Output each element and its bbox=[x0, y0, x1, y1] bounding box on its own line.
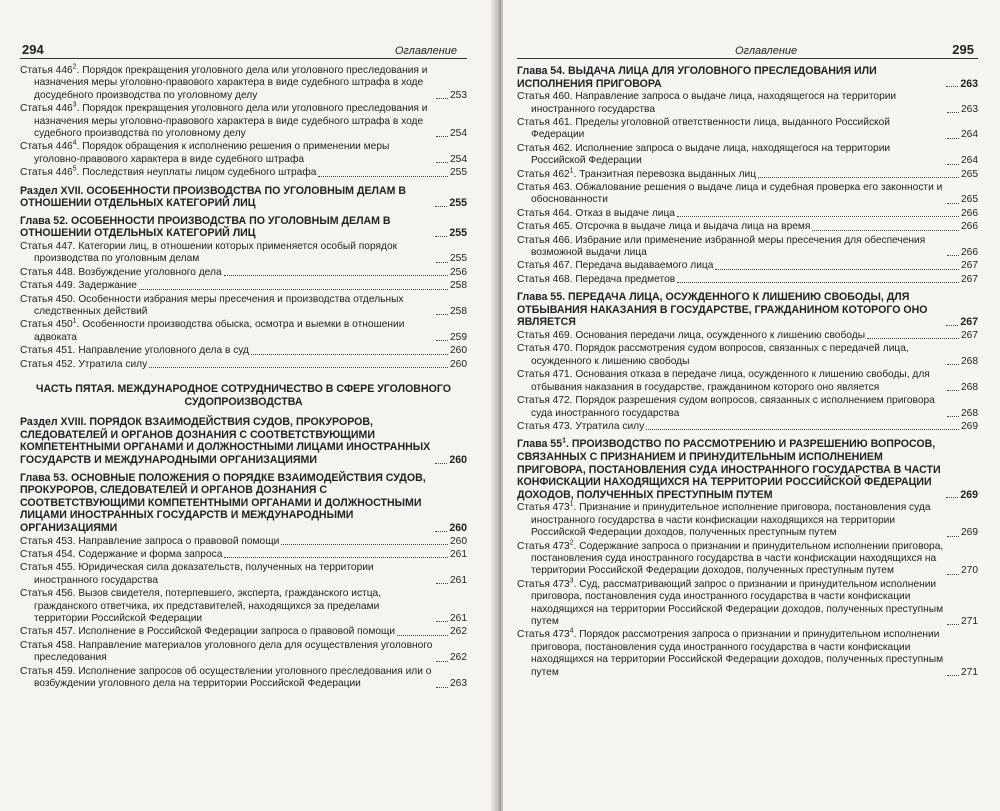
toc-dot-leader bbox=[947, 574, 959, 575]
toc-entry-page-number: 266 bbox=[961, 221, 978, 233]
toc-dot-leader bbox=[946, 325, 958, 326]
toc-article-entry[interactable] bbox=[20, 267, 467, 279]
toc-dot-leader bbox=[224, 557, 448, 558]
toc-article-entry[interactable] bbox=[517, 330, 978, 342]
toc-dot-leader bbox=[436, 136, 448, 137]
toc-entry-title-prefix: Статья 465. Отсрочка в выдаче лица и выдача лица на время bbox=[517, 221, 811, 233]
toc-entry-title-prefix: Статья 446 bbox=[20, 103, 73, 115]
toc-dot-leader bbox=[677, 216, 959, 217]
running-title-right: Оглавление bbox=[735, 45, 798, 57]
toc-entry-title bbox=[517, 291, 944, 329]
toc-entry-title-prefix: Статья 450. Особенности избрания меры пресечения и производства отдельных следственных действий bbox=[20, 293, 404, 318]
toc-entry-title bbox=[517, 330, 865, 342]
toc-entry-page-number: 269 bbox=[961, 420, 978, 432]
running-title-left: Оглавление bbox=[394, 45, 457, 57]
toc-article-entry[interactable] bbox=[517, 502, 978, 539]
toc-entry-page-number: 263 bbox=[450, 678, 467, 690]
toc-article-entry[interactable] bbox=[20, 562, 467, 587]
toc-entry-title bbox=[517, 421, 644, 433]
toc-entry-title-prefix: Статья 473 bbox=[517, 502, 570, 514]
toc-article-entry[interactable] bbox=[20, 666, 467, 691]
toc-entry-title bbox=[20, 65, 434, 102]
toc-dot-leader bbox=[867, 338, 959, 339]
toc-entry-superscript: 5 bbox=[72, 165, 77, 173]
toc-entry-page-number: 260 bbox=[449, 454, 467, 467]
toc-entry-page-number: 261 bbox=[450, 549, 467, 561]
toc-entry-superscript: 1 bbox=[72, 318, 77, 326]
toc-article-entry[interactable] bbox=[517, 629, 978, 679]
toc-entry-title-rest: . Порядок прекращения уголовного дела или уголовного преследования и назначения меры уголовно-правового характера в виде судебного штрафа в ходе досудебного производства по уголовному делу bbox=[34, 65, 428, 101]
toc-dot-leader bbox=[436, 661, 448, 662]
toc-entry-superscript: 2 bbox=[569, 539, 574, 547]
toc-entry-title bbox=[20, 345, 249, 357]
toc-dot-leader bbox=[436, 621, 448, 622]
toc-entry-title bbox=[517, 629, 945, 679]
toc-dot-leader bbox=[947, 138, 959, 139]
toc-entry-superscript: 1 bbox=[569, 500, 574, 508]
toc-entry-title bbox=[20, 215, 433, 240]
toc-entry-title-prefix: Статья 466. Избрание или применение избранной меры пресечения для обеспечения возможной выдачи лица bbox=[517, 234, 926, 259]
toc-entry-page-number: 253 bbox=[450, 89, 467, 101]
toc-entry-title-prefix: Статья 452. Утратила силу bbox=[20, 358, 148, 370]
toc-dot-leader bbox=[318, 176, 448, 177]
toc-entry-page-number: 268 bbox=[961, 355, 978, 367]
toc-chapter-entry[interactable] bbox=[20, 185, 467, 210]
toc-entry-title-prefix: Статья 446 bbox=[20, 141, 73, 153]
toc-entry-title bbox=[20, 472, 433, 535]
toc-entry-title-prefix: Статья 459. Исполнение запросов об осуществлении уголовного преследования или о возбуждении уголовного дела на территории Российской Федерации bbox=[20, 665, 432, 690]
toc-entry-title bbox=[517, 579, 945, 629]
toc-dot-leader bbox=[946, 86, 958, 87]
toc-entry-page-number: 255 bbox=[449, 227, 467, 240]
toc-entry-title-prefix: Статья 464. Отказ в выдаче лица bbox=[517, 207, 675, 219]
toc-entry-title-prefix: Статья 458. Направление материалов уголовного дела для осуществления уголовного преследования bbox=[20, 639, 433, 664]
toc-entry-title-rest: . Порядок прекращения уголовного дела или уголовного преследования и назначения меры уголовно-правового характера в виде судебного штрафа в ходе судебного производства по уголовному делу bbox=[34, 103, 428, 140]
toc-article-entry[interactable] bbox=[517, 235, 978, 260]
toc-entry-page-number: 254 bbox=[450, 153, 467, 165]
toc-entry-page-number: 260 bbox=[449, 522, 467, 535]
toc-article-entry[interactable] bbox=[517, 541, 978, 578]
toc-list-right bbox=[517, 65, 978, 679]
toc-entry-title-rest: . Порядок обращения к исполнению решения о применении меры уголовно-правового характера в виде судебного штрафа bbox=[34, 141, 390, 165]
toc-entry-page-number: 256 bbox=[450, 266, 467, 278]
toc-dot-leader bbox=[947, 364, 959, 365]
toc-dot-leader bbox=[947, 675, 959, 676]
toc-entry-title bbox=[517, 541, 945, 578]
toc-article-entry[interactable] bbox=[20, 103, 467, 140]
toc-entry-title-prefix: Глава 52. ОСОБЕННОСТИ ПРОИЗВОДСТВА ПО УГОЛОВНЫМ ДЕЛАМ В ОТНОШЕНИИ ОТДЕЛЬНЫХ КАТЕГОРИЙ ЛИЦ bbox=[20, 214, 391, 240]
toc-dot-leader bbox=[149, 367, 448, 368]
toc-entry-title bbox=[20, 626, 395, 638]
toc-entry-page-number: 270 bbox=[961, 565, 978, 577]
toc-dot-leader bbox=[646, 429, 959, 430]
toc-entry-title-prefix: Статья 446 bbox=[20, 167, 73, 179]
toc-entry-title-prefix: Статья 469. Основания передачи лица, осужденного к лишению свободы bbox=[517, 330, 866, 342]
toc-article-entry[interactable] bbox=[517, 579, 978, 629]
toc-entry-page-number: 261 bbox=[450, 613, 467, 625]
toc-entry-title-rest: . Последствия неуплаты лицом судебного штрафа bbox=[76, 167, 317, 179]
page-number-right: 295 bbox=[952, 42, 974, 57]
toc-entry-title bbox=[517, 208, 675, 220]
toc-entry-title bbox=[20, 141, 434, 166]
toc-entry-title bbox=[20, 280, 137, 292]
toc-entry-title bbox=[20, 666, 434, 691]
toc-dot-leader bbox=[947, 255, 959, 256]
toc-entry-title-prefix: Статья 454. Содержание и форма запроса bbox=[20, 549, 223, 561]
toc-dot-leader bbox=[436, 340, 448, 341]
toc-entry-page-number: 267 bbox=[961, 330, 978, 342]
toc-entry-page-number: 267 bbox=[960, 316, 978, 329]
toc-article-entry[interactable] bbox=[517, 395, 978, 420]
toc-dot-leader bbox=[715, 269, 959, 270]
toc-entry-title bbox=[20, 536, 279, 548]
toc-article-entry[interactable] bbox=[20, 359, 467, 371]
toc-entry-title-prefix: Статья 449. Задержание bbox=[20, 280, 137, 292]
toc-article-entry[interactable] bbox=[517, 208, 978, 220]
toc-chapter-entry[interactable] bbox=[20, 416, 467, 466]
toc-entry-page-number: 260 bbox=[450, 535, 467, 547]
toc-entry-page-number: 263 bbox=[961, 103, 978, 115]
toc-chapter-entry[interactable] bbox=[517, 438, 978, 501]
toc-entry-title bbox=[517, 343, 945, 368]
toc-dot-leader bbox=[947, 624, 959, 625]
toc-entry-page-number: 267 bbox=[961, 273, 978, 285]
toc-entry-title bbox=[517, 65, 944, 90]
toc-entry-title-prefix: Статья 473. Утратила силу bbox=[517, 420, 645, 432]
toc-dot-leader bbox=[436, 162, 448, 163]
toc-entry-title bbox=[517, 182, 945, 207]
toc-entry-page-number: 255 bbox=[450, 167, 467, 179]
page-header-left bbox=[20, 40, 467, 59]
toc-article-entry[interactable] bbox=[20, 319, 467, 344]
toc-entry-page-number: 262 bbox=[450, 652, 467, 664]
toc-entry-title-prefix: Статья 468. Передача предметов bbox=[517, 273, 676, 285]
toc-article-entry[interactable] bbox=[20, 294, 467, 319]
toc-entry-page-number: 255 bbox=[449, 197, 467, 210]
toc-entry-title-prefix: Статья 455. Юридическая сила доказательств, полученных на территории иностранного государства bbox=[20, 562, 374, 586]
toc-article-entry[interactable] bbox=[20, 536, 467, 548]
toc-entry-page-number: 258 bbox=[450, 306, 467, 318]
toc-dot-leader bbox=[947, 164, 959, 165]
toc-entry-title bbox=[517, 260, 713, 272]
toc-entry-title-prefix: Статья 446 bbox=[20, 65, 73, 76]
toc-chapter-entry[interactable] bbox=[20, 472, 467, 535]
toc-entry-title-prefix: Статья 470. Порядок рассмотрения судом вопросов, связанных с передачей лица, осужденного к лишению свободы bbox=[517, 343, 909, 367]
toc-entry-title-prefix: Статья 456. Вызов свидетеля, потерпевшего, эксперта, гражданского истца, гражданского ответчика, их представителей, находящихся за пределами территории Российской Федерации bbox=[20, 588, 382, 625]
toc-dot-leader bbox=[947, 416, 959, 417]
toc-dot-leader bbox=[677, 282, 959, 283]
toc-entry-title bbox=[517, 169, 756, 181]
toc-entry-superscript: 3 bbox=[72, 101, 77, 109]
toc-entry-page-number: 271 bbox=[961, 615, 978, 627]
toc-article-entry[interactable] bbox=[20, 280, 467, 292]
toc-entry-title bbox=[517, 143, 945, 168]
toc-article-entry[interactable] bbox=[517, 421, 978, 433]
toc-entry-title-prefix: Статья 473 bbox=[517, 578, 570, 590]
toc-entry-page-number: 266 bbox=[961, 207, 978, 219]
toc-entry-page-number: 268 bbox=[961, 381, 978, 393]
toc-dot-leader bbox=[436, 583, 448, 584]
toc-article-entry[interactable] bbox=[20, 588, 467, 625]
toc-entry-page-number: 261 bbox=[450, 574, 467, 586]
toc-article-entry[interactable] bbox=[20, 241, 467, 266]
toc-entry-title bbox=[517, 117, 945, 142]
toc-dot-leader bbox=[436, 687, 448, 688]
toc-entry-title bbox=[20, 562, 434, 587]
toc-entry-title-prefix: Раздел XVIII. ПОРЯДОК ВЗАИМОДЕЙСТВИЯ СУДОВ, ПРОКУРОРОВ, СЛЕДОВАТЕЛЕЙ И ОРГАНОВ ДОЗНАНИЯ С СООТВЕТСТВУЮЩИМИ КОМПЕТЕНТНЫМИ ОРГАНАМИ И ДОЛЖНОСТНЫМИ ЛИЦАМИ ИНОСТРАННЫХ ГОСУДАРСТВ И МЕЖДУНАРОДНЫМИ ОРГАНИЗАЦИЯМИ bbox=[20, 416, 431, 467]
toc-dot-leader bbox=[946, 497, 958, 498]
toc-entry-page-number: 266 bbox=[961, 247, 978, 259]
toc-dot-leader bbox=[139, 289, 448, 290]
toc-entry-page-number: 258 bbox=[450, 280, 467, 292]
toc-entry-title-prefix: Глава 54. ВЫДАЧА ЛИЦА ДЛЯ УГОЛОВНОГО ПРЕСЛЕДОВАНИЯ ИЛИ ИСПОЛНЕНИЯ ПРИГОВОРА bbox=[517, 65, 877, 90]
toc-dot-leader bbox=[435, 236, 447, 237]
toc-entry-title-prefix: Статья 473 bbox=[517, 629, 570, 641]
toc-entry-title-prefix: Статья 462. Исполнение запроса о выдаче лица, находящегося на территории Российской Федерации bbox=[517, 142, 891, 167]
toc-entry-superscript: 1 bbox=[562, 437, 566, 445]
toc-entry-title bbox=[517, 438, 944, 501]
toc-entry-title bbox=[517, 274, 675, 286]
toc-entry-title-rest: . Порядок рассмотрения запроса о признании и принудительном исполнении приговора, постановления суда иностранного государства в части конфискации находящихся на территории Российской Федерации доходов, полученных преступным путем bbox=[531, 629, 944, 678]
toc-chapter-entry[interactable] bbox=[517, 65, 978, 90]
toc-entry-page-number: 262 bbox=[450, 626, 467, 638]
toc-entry-title bbox=[517, 221, 810, 233]
toc-entry-title bbox=[517, 369, 945, 394]
toc-entry-title bbox=[20, 267, 222, 279]
toc-entry-title-prefix: Статья 450 bbox=[20, 319, 73, 331]
toc-entry-title-rest: . Содержание запроса о признании и принудительном исполнении приговора, постановления суда иностранного государства в части конфискации находящихся на территории Российской Федерации доходов, полученных преступным путем bbox=[531, 540, 944, 577]
toc-dot-leader bbox=[281, 544, 448, 545]
toc-entry-title bbox=[20, 185, 433, 210]
toc-entry-page-number: 263 bbox=[960, 77, 978, 90]
toc-dot-leader bbox=[436, 314, 448, 315]
toc-entry-title-prefix: Статья 457. Исполнение в Российской Федерации запроса о правовой помощи bbox=[20, 626, 396, 638]
toc-article-entry[interactable] bbox=[517, 260, 978, 272]
toc-entry-page-number: 259 bbox=[450, 331, 467, 343]
toc-dot-leader bbox=[435, 531, 447, 532]
toc-article-entry[interactable] bbox=[517, 143, 978, 168]
toc-dot-leader bbox=[947, 203, 959, 204]
toc-part-heading: ЧАСТЬ ПЯТАЯ. МЕЖДУНАРОДНОЕ СОТРУДНИЧЕСТВО В СФЕРЕ УГОЛОВНОГО СУДОПРОИЗВОДСТВА bbox=[36, 383, 451, 408]
toc-entry-title bbox=[20, 640, 434, 665]
toc-list-left bbox=[20, 65, 467, 691]
toc-entry-title bbox=[517, 235, 945, 260]
toc-entry-title bbox=[20, 416, 433, 466]
toc-entry-title-prefix: Статья 472. Порядок разрешения судом вопросов, связанных с исполнением приговора суда иностранного государства bbox=[517, 395, 935, 419]
toc-entry-title-prefix: Раздел XVII. ОСОБЕННОСТИ ПРОИЗВОДСТВА ПО УГОЛОВНЫМ ДЕЛАМ В ОТНОШЕНИИ ОТДЕЛЬНЫХ КАТЕГОРИЙ ЛИЦ bbox=[20, 184, 407, 210]
toc-article-entry[interactable] bbox=[517, 221, 978, 233]
toc-entry-title bbox=[517, 91, 945, 116]
toc-entry-superscript: 1 bbox=[569, 167, 574, 175]
toc-entry-page-number: 265 bbox=[961, 168, 978, 180]
toc-entry-title-prefix: Статья 461. Пределы уголовной ответственности лица, выданного Российской Федерации bbox=[517, 117, 890, 141]
toc-dot-leader bbox=[224, 275, 448, 276]
toc-entry-title-prefix: Статья 451. Направление уголовного дела в суд bbox=[20, 345, 249, 357]
toc-entry-title-rest: . Суд, рассматривающий запрос о признании и принудительном исполнении приговора, постановления суда иностранного государства в части конфискации находящихся на территории Российской Федерации доходов, полученных преступным путем bbox=[531, 578, 944, 627]
toc-article-entry[interactable] bbox=[20, 640, 467, 665]
toc-dot-leader bbox=[397, 635, 448, 636]
toc-article-entry[interactable] bbox=[517, 343, 978, 368]
toc-entry-title bbox=[20, 549, 222, 561]
toc-entry-title-prefix: Статья 471. Основания отказа в передаче лица, осужденного к лишению свободы, для отбывания наказания в государстве, гражданином которого оно является bbox=[517, 369, 930, 393]
toc-entry-superscript: 4 bbox=[569, 627, 574, 635]
toc-entry-page-number: 268 bbox=[961, 407, 978, 419]
page-number-left: 294 bbox=[22, 42, 44, 57]
toc-article-entry[interactable] bbox=[517, 169, 978, 181]
toc-entry-title-prefix: Статья 473 bbox=[517, 540, 570, 552]
toc-entry-title-prefix: Статья 462 bbox=[517, 168, 570, 180]
toc-dot-leader bbox=[435, 463, 447, 464]
left-page bbox=[0, 0, 497, 811]
toc-entry-title bbox=[20, 167, 316, 179]
toc-dot-leader bbox=[758, 177, 959, 178]
toc-article-entry[interactable] bbox=[20, 626, 467, 638]
toc-entry-title-prefix: Статья 448. Возбуждение уголовного дела bbox=[20, 266, 222, 278]
toc-entry-title bbox=[517, 502, 945, 539]
toc-dot-leader bbox=[947, 112, 959, 113]
toc-dot-leader bbox=[947, 536, 959, 537]
toc-article-entry[interactable] bbox=[20, 65, 467, 102]
toc-dot-leader bbox=[251, 354, 448, 355]
toc-entry-page-number: 271 bbox=[961, 666, 978, 678]
toc-entry-title-rest: . Признание и принудительное исполнение приговора, постановления суда иностранного государства в части конфискации находящихся на территории Российской Федерации доходов, полученных преступным путем bbox=[531, 502, 931, 539]
toc-entry-title bbox=[20, 294, 434, 319]
toc-entry-title-prefix: Глава 53. ОСНОВНЫЕ ПОЛОЖЕНИЯ О ПОРЯДКЕ ВЗАИМОДЕЙСТВИЯ СУДОВ, ПРОКУРОРОВ, СЛЕДОВАТЕЛЕЙ И ОРГАНОВ ДОЗНАНИЯ С СООТВЕТСТВУЮЩИМИ КОМПЕТЕНТНЫМИ ОРГАНАМИ И ДОЛЖНОСТНЫМИ ЛИЦАМИ ИНОСТРАННЫХ ГОСУДАРСТВ И МЕЖДУНАРОДНЫМИ ОРГАНИЗАЦИЯМИ bbox=[20, 471, 426, 535]
page-header-right bbox=[517, 40, 978, 59]
toc-entry-title bbox=[20, 103, 434, 140]
toc-article-entry[interactable] bbox=[517, 117, 978, 142]
toc-entry-superscript: 2 bbox=[72, 63, 77, 71]
toc-entry-superscript: 3 bbox=[569, 577, 574, 585]
toc-article-entry[interactable] bbox=[517, 369, 978, 394]
toc-chapter-entry[interactable] bbox=[517, 291, 978, 329]
toc-entry-title-prefix: Статья 467. Передача выдаваемого лица bbox=[517, 260, 714, 272]
toc-article-entry[interactable] bbox=[517, 91, 978, 116]
toc-article-entry[interactable] bbox=[20, 167, 467, 179]
toc-dot-leader bbox=[436, 98, 448, 99]
toc-entry-title-prefix: Статья 463. Обжалование решения о выдаче лица и судебная проверка его законности и обоснованности bbox=[517, 182, 943, 206]
toc-dot-leader bbox=[436, 262, 448, 263]
toc-article-entry[interactable] bbox=[517, 182, 978, 207]
toc-entry-page-number: 269 bbox=[960, 488, 978, 501]
toc-entry-title-rest: . Транзитная перевозка выданных лиц bbox=[573, 168, 757, 180]
toc-article-entry[interactable] bbox=[20, 141, 467, 166]
toc-entry-superscript: 4 bbox=[72, 140, 77, 148]
toc-entry-title-prefix: Статья 447. Категории лиц, в отношении которых применяется особый порядок производства по уголовным делам bbox=[20, 241, 398, 265]
toc-entry-page-number: 254 bbox=[450, 128, 467, 140]
toc-entry-title-prefix: Глава 55 bbox=[517, 438, 563, 451]
toc-entry-title-prefix: Статья 453. Направление запроса о правовой помощи bbox=[20, 535, 280, 547]
toc-dot-leader bbox=[947, 390, 959, 391]
toc-entry-page-number: 255 bbox=[450, 253, 467, 265]
toc-entry-page-number: 265 bbox=[961, 194, 978, 206]
right-page bbox=[503, 0, 1000, 811]
toc-entry-page-number: 269 bbox=[961, 527, 978, 539]
toc-dot-leader bbox=[435, 206, 447, 207]
toc-chapter-entry[interactable] bbox=[20, 215, 467, 240]
toc-article-entry[interactable] bbox=[20, 549, 467, 561]
toc-entry-title-prefix: Глава 55. ПЕРЕДАЧА ЛИЦА, ОСУЖДЕННОГО К ЛИШЕНИЮ СВОБОДЫ, ДЛЯ ОТБЫВАНИЯ НАКАЗАНИЯ В ГОСУДАРСТВЕ, ГРАЖДАНИНОМ КОТОРОГО ОНО ЯВЛЯЕТСЯ bbox=[517, 291, 928, 329]
toc-entry-title bbox=[517, 395, 945, 420]
toc-entry-title-prefix: Статья 460. Направление запроса о выдаче лица, находящегося на территории иностранного государства bbox=[517, 91, 897, 115]
toc-entry-page-number: 267 bbox=[961, 260, 978, 272]
toc-entry-title bbox=[20, 241, 434, 266]
toc-entry-page-number: 264 bbox=[961, 129, 978, 141]
toc-entry-page-number: 260 bbox=[450, 345, 467, 357]
toc-entry-title bbox=[20, 588, 434, 625]
toc-entry-title-rest: . ПРОИЗВОДСТВО ПО РАССМОТРЕНИЮ И РАЗРЕШЕНИЮ ВОПРОСОВ, СВЯЗАННЫХ С ПРИЗНАНИЕМ И ПРИНУДИТЕЛЬНЫМ ИСПОЛНЕНИЕМ ПРИГОВОРА, ПОСТАНОВЛЕНИЯ СУДА ИНОСТРАННОГО ГОСУДАРСТВА В ЧАСТИ КОНФИСКАЦИИ НАХОДЯЩИХСЯ НА ТЕРРИТОРИИ РОССИЙСКОЙ ФЕДЕРАЦИИ ДОХОДОВ, ПОЛУЧЕННЫХ ПРЕСТУПНЫМ ПУТЕМ bbox=[517, 438, 941, 501]
toc-article-entry[interactable] bbox=[20, 345, 467, 357]
toc-entry-title-rest: . Особенности производства обыска, осмотра и выемки в отношении адвоката bbox=[34, 319, 405, 343]
toc-entry-page-number: 264 bbox=[961, 155, 978, 167]
toc-article-entry[interactable] bbox=[517, 274, 978, 286]
toc-entry-title bbox=[20, 319, 434, 344]
toc-entry-page-number: 260 bbox=[450, 358, 467, 370]
toc-entry-title bbox=[20, 359, 147, 371]
toc-dot-leader bbox=[812, 230, 959, 231]
